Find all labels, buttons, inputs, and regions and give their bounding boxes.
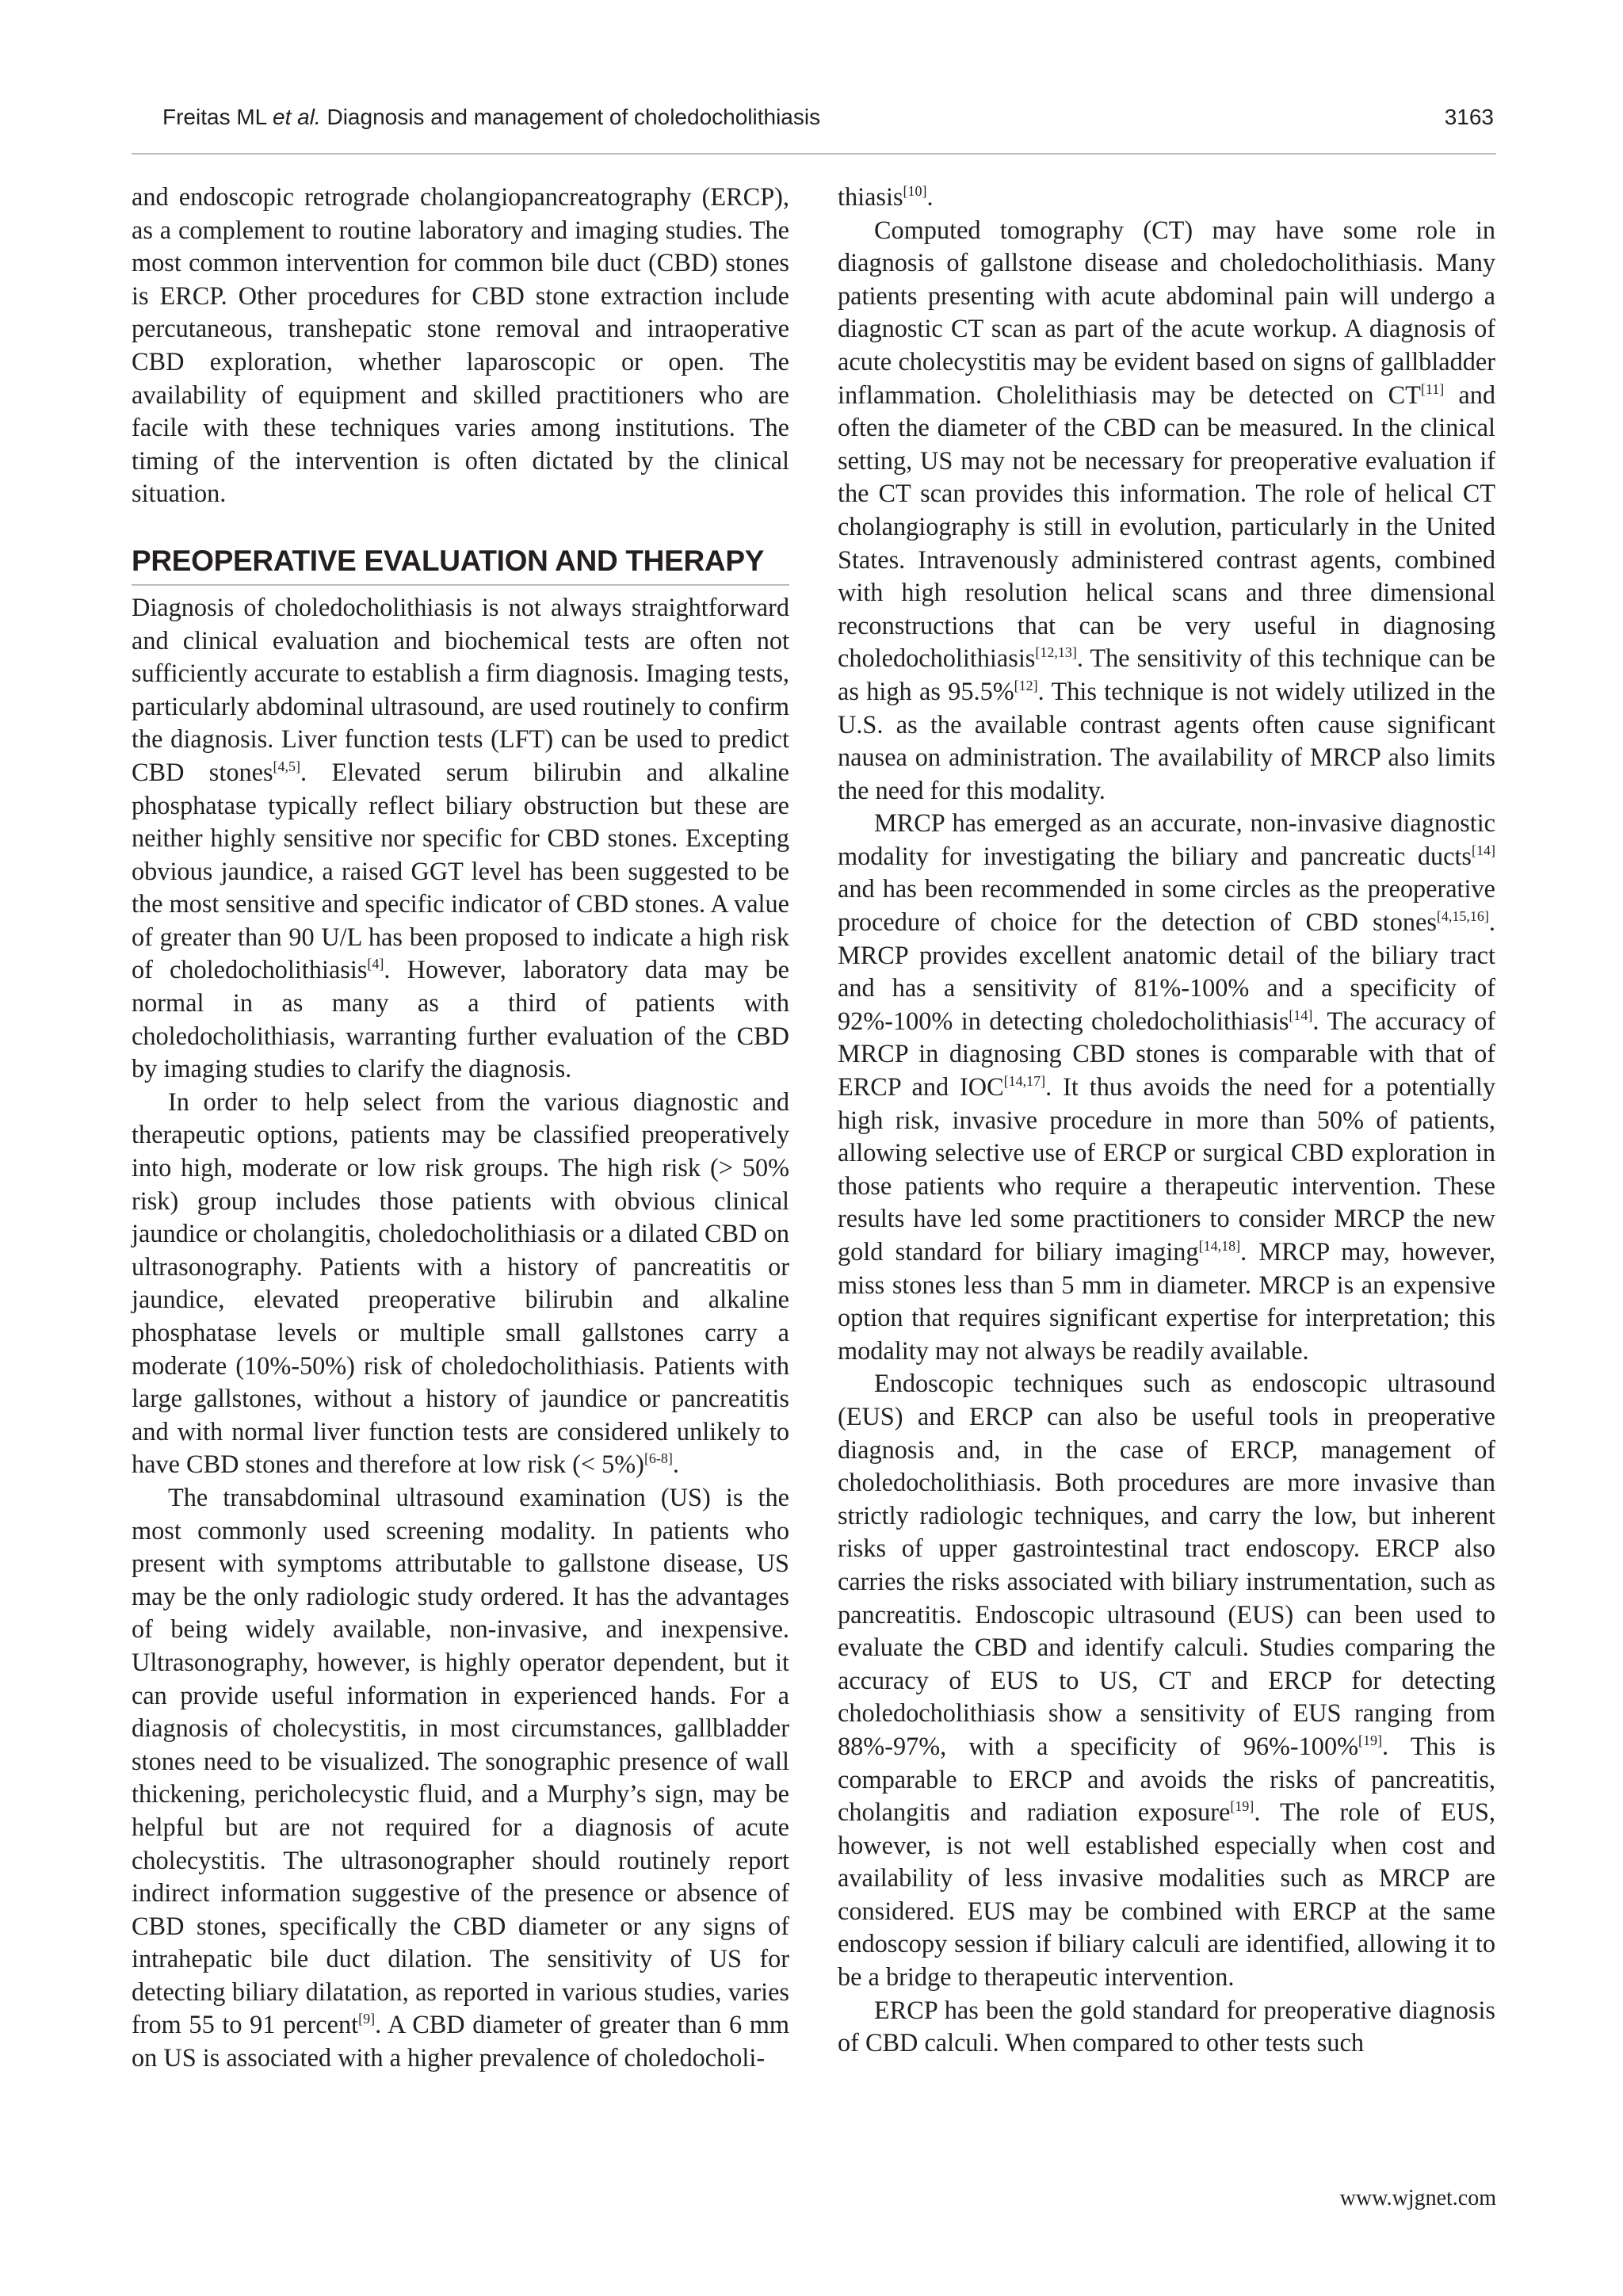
paragraph: In order to help select from the various diagnostic and therapeutic options, patients may be classified preoperatively into high, moderate or low risk groups. The high risk (> 50% risk) group includes those patients with obvious clinical jaundice or cholangitis, choledocholithiasis or a dilated CBD on ultrasonography. Patients with a history of pancreatitis or jaundice, elevated preoperative bilirubin and alkaline phosphatase levels or multiple small gallstones carry a moderate (10%-50%) risk of choledocholithiasis. Patients with large gallstones, without a history of jaundice or pancreatitis and with normal liver function tests are considered unlikely to have CBD stones and therefore at low risk (< 5%)[6-8]. (132, 1087, 789, 1479)
right-column (838, 181, 1495, 2060)
citation[interactable]: [6-8] (643, 1450, 673, 1467)
citation[interactable]: [4] (367, 956, 384, 972)
citation[interactable]: [14] (1472, 842, 1495, 858)
header-etal: et al. (273, 105, 321, 129)
footer-url[interactable]: www.wjgnet.com (1339, 2186, 1496, 2210)
paragraph: Endoscopic techniques such as endoscopic ultrasound (EUS) and ERCP can also be useful tools in preoperative diagnosis and, in the case of ERCP, management of choledocholithiasis. Both procedures are more invasive than strictly radiologic techniques, and carry the low, but inherent risks of upper gastrointestinal tract endoscopy. ERCP also carries the risks associated with biliary instrumentation, such as pancreatitis. Endoscopic ultrasound (EUS) can been used to evaluate the CBD and identify calculi. Studies comparing the accuracy of EUS to US, CT and ERCP for detecting choledocholithiasis show a sensitivity of EUS ranging from 88%-97%, with a specificity of 96%-100%[19]. This is comparable to ERCP and avoids the risks of pancreatitis, cholangitis and radiation exposure[19]. The role of EUS, however, is not well established especially when cost and availability of less invasive modalities such as MRCP are considered. EUS may be combined with ERCP at the same endoscopy session if biliary calculi are identified, allowing it to be a bridge to therapeutic intervention. (838, 1369, 1495, 1992)
header-authors: Freitas ML (162, 105, 273, 129)
citation[interactable]: [12] (1014, 677, 1038, 693)
citation[interactable]: [11] (1420, 380, 1445, 397)
citation[interactable]: [12,13] (1035, 644, 1077, 661)
running-title (162, 105, 820, 130)
paragraph: and endoscopic retrograde cholangiopancreatography (ERCP), as a complement to routine laboratory and imaging studies. The most common intervention for common bile duct (CBD) stones is ERCP. Other procedures for CBD stone extraction include percutaneous, transhepatic stone removal and intraoperative CBD exploration, whether laparoscopic or open. The availability of equipment and skilled practitioners who are facile with these techniques varies among institutions. The timing of the intervention is often dictated by the clinical situation. (132, 182, 789, 508)
citation[interactable]: [4,5] (273, 758, 301, 774)
paragraph: Computed tomography (CT) may have some role in diagnosis of gallstone disease and choledocholithiasis. Many patients presenting with acute abdominal pain will undergo a diagnostic CT scan as part of the acute workup. A diagnosis of acute cholecystitis may be evident based on signs of gallbladder inflammation. Cholelithiasis may be detected on CT[11] and often the diameter of the CBD can be measured. In the clinical setting, US may not be necessary for preoperative evaluation if the CT scan provides this information. The role of helical CT cholangiography is still in evolution, particularly in the United States. Intravenously administered contrast agents, combined with high resolution helical scans and three dimensional reconstructions that can be very useful in diagnosing choledocholithiasis[12,13]. The sensitivity of this technique can be as high as 95.5%[12]. This technique is not widely utilized in the U.S. as the available contrast agents often cause significant nausea on administration. The availability of MRCP also limits the need for this modality. (838, 215, 1495, 804)
paragraph: MRCP has emerged as an accurate, non-invasive diagnostic modality for investigating the biliary and pancreatic ducts[14] and has been recommended in some circles as the preoperative procedure of choice for the detection of CBD stones[4,15,16]. MRCP provides excellent anatomic detail of the biliary tract and has a sensitivity of 81%-100% and a specificity of 92%-100% in detecting choledocholithiasis[14]. The accuracy of MRCP in diagnosing CBD stones is comparable with that of ERCP and IOC[14,17]. It thus avoids the need for a potentially high risk, invasive procedure in more than 50% of patients, allowing selective use of ERCP or surgical CBD exploration in those patients who require a therapeutic intervention. These results have led some practitioners to consider MRCP the new gold standard for biliary imaging[14,18]. MRCP may, however, miss stones less than 5 mm in diameter. MRCP is an expensive option that requires significant expertise for interpretation; this modality may not always be readily available. (838, 808, 1495, 1365)
running-header (162, 101, 1494, 136)
paragraph: Diagnosis of choledocholithiasis is not always straightforward and clinical evaluation and biochemical tests are often not sufficiently accurate to establish a firm diagnosis. Imaging tests, particularly abdominal ultrasound, are used routinely to confirm the diagnosis. Liver function tests (LFT) can be used to predict CBD stones[4,5]. Elevated serum bilirubin and alkaline phosphatase typically reflect biliary obstruction but these are neither highly sensitive nor specific for CBD stones. Excepting obvious jaundice, a raised GGT level has been suggested to be the most sensitive and specific indicator of CBD stones. A value of greater than 90 U/L has been proposed to indicate a high risk of choledocholithiasis[4]. However, laboratory data may be normal in as many as a third of patients with choledocholithiasis, warranting further evaluation of the CBD by imaging studies to clarify the diagnosis. (132, 592, 789, 1083)
paragraph: thiasis[10]. (838, 182, 934, 211)
header-rule (132, 153, 1496, 155)
citation[interactable]: [19] (1358, 1732, 1383, 1748)
section-heading: PREOPERATIVE EVALUATION AND THERAPY (132, 542, 789, 586)
paragraph: The transabdominal ultrasound examination (US) is the most commonly used screening modality. In patients who present with symptoms attributable to gallstone disease, US may be the only radiologic study ordered. It has the advantages of being widely available, non-invasive, and inexpensive. Ultrasonography, however, is highly operator dependent, but it can provide useful information in experienced hands. For a diagnosis of cholecystitis, in most circumstances, gallbladder stones need to be visualized. The sonographic presence of wall thickening, pericholecystic fluid, and a Murphy’s sign, may be helpful but are not required for a diagnosis of acute cholecystitis. The ultrasonographer should routinely report indirect information suggestive of the presence or absence of CBD stones, specifically the CBD diameter or any signs of intrahepatic bile duct dilation. The sensitivity of US for detecting biliary dilatation, as reported in various studies, varies from 55 to 91 percent[9]. A CBD diameter of greater than 6 mm on US is associated with a higher prevalence of choledocholi- (132, 1482, 789, 2073)
page-number: 3163 (1444, 105, 1494, 129)
header-title: Diagnosis and management of choledocholithiasis (320, 105, 821, 129)
citation[interactable]: [14,17] (1003, 1073, 1046, 1090)
paragraph: ERCP has been the gold standard for preoperative diagnosis of CBD calculi. When compared to other tests such (838, 1995, 1495, 2057)
citation[interactable]: [4,15,16] (1436, 908, 1489, 925)
citation[interactable]: [10] (903, 183, 927, 199)
citation[interactable]: [9] (358, 2011, 376, 2027)
citation[interactable]: [19] (1230, 1798, 1254, 1815)
left-column (132, 181, 789, 2075)
citation[interactable]: [14] (1289, 1007, 1313, 1023)
citation[interactable]: [14,18] (1198, 1238, 1241, 1254)
